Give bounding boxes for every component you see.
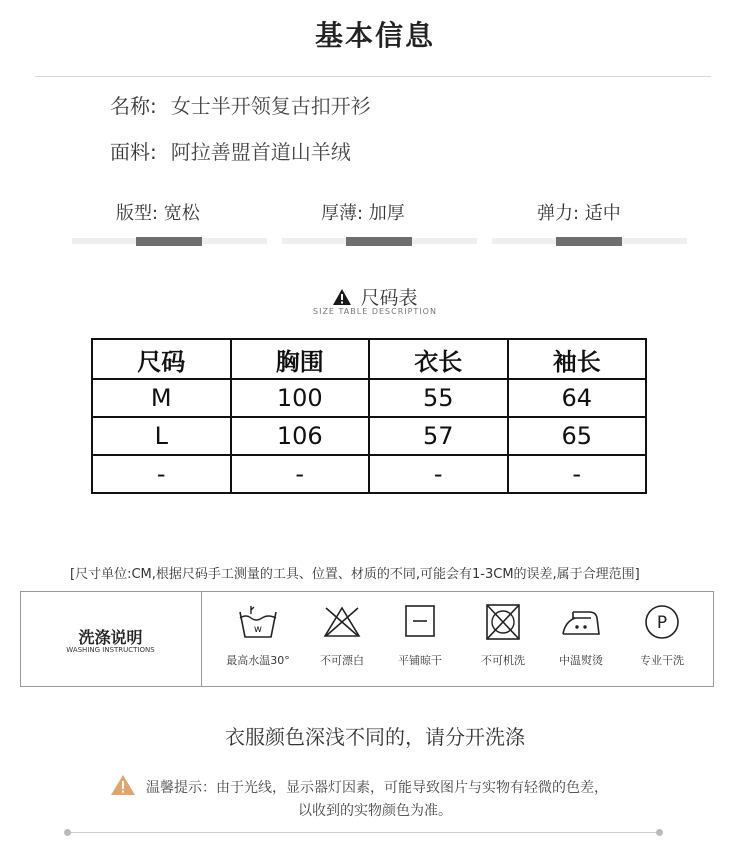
fabric-value: 阿拉善盟首道山羊绒 [170,140,351,164]
header-chest: 胸围 [231,339,370,379]
elasticity-level-handle [556,237,622,246]
professional-dry-clean-icon [642,604,682,640]
svg-text:P: P [656,613,668,633]
table-cell: - [508,455,647,493]
name-label: 名称: [110,94,157,118]
warning-icon [110,774,136,796]
table-cell: 57 [369,417,508,455]
info-name-row [110,90,371,119]
washing-subtitle: WASHING INSTRUCTIONS [66,646,155,654]
size-table-title [0,283,750,310]
table-cell: - [231,455,370,493]
info-fabric-row [110,136,351,165]
color-tip-line2: 以收到的实物颜色为准。 [298,803,452,819]
divider-dot-left [64,829,71,836]
size-table-subtitle: SIZE TABLE DESCRIPTION [313,307,437,316]
name-value: 女士半开领复古扣开衫 [170,94,371,118]
wash-temp-label: 最高水温30° [226,654,290,667]
size-table-title-text: 尺码表 [360,287,418,309]
table-row [92,379,646,417]
washing-divider [201,591,202,687]
table-cell: 55 [369,379,508,417]
table-cell: M [92,379,231,417]
fabric-label: 面料: [110,140,157,164]
table-cell: L [92,417,231,455]
size-table-header-row [92,339,646,379]
elasticity-attribute: 弹力: 适中 [537,203,621,224]
size-table [91,338,647,494]
bottom-divider [68,832,660,833]
dry-flat-icon [400,604,440,640]
header-sleeve: 袖长 [508,339,647,379]
header-size: 尺码 [92,339,231,379]
title-divider [35,76,711,77]
table-cell: - [369,455,508,493]
table-row [92,455,646,493]
thickness-attribute: 厚薄: 加厚 [321,203,405,224]
table-cell: 100 [231,379,370,417]
no-bleach-label: 不可漂白 [320,654,364,667]
wash-separately-message: 衣服颜色深浅不同的，请分开洗涤 [225,725,525,749]
no-machine-wash-label: 不可机洗 [481,654,525,667]
table-row [92,417,646,455]
no-machine-wash-icon [483,604,523,640]
svg-text:w: w [253,624,263,635]
table-cell: 64 [508,379,647,417]
header-length: 衣长 [369,339,508,379]
table-cell: - [92,455,231,493]
dry-clean-label: 专业干洗 [640,654,684,667]
color-tip-line1: 温馨提示：由于光线，显示器灯因素，可能导致图片与实物有轻微的色差， [146,780,608,796]
dry-flat-label: 平铺晾干 [398,654,442,667]
measurement-note: [尺寸单位:CM,根据尺码手工测量的工具、位置、材质的不同,可能会有1-3CM的误差,属于合理范围] [70,567,640,582]
fit-level-handle [136,237,202,246]
washing-title: 洗涤说明 [78,628,143,647]
fit-attribute: 版型: 宽松 [116,203,200,224]
page-title: 基本信息 [314,19,435,52]
wash-basin-icon [238,604,278,640]
table-cell: 65 [508,417,647,455]
warning-icon [332,288,352,306]
no-bleach-icon [322,604,362,640]
table-cell: 106 [231,417,370,455]
thickness-level-handle [346,237,412,246]
iron-medium-label: 中温熨烫 [559,654,603,667]
iron-medium-icon [561,604,601,640]
divider-dot-right [656,829,663,836]
